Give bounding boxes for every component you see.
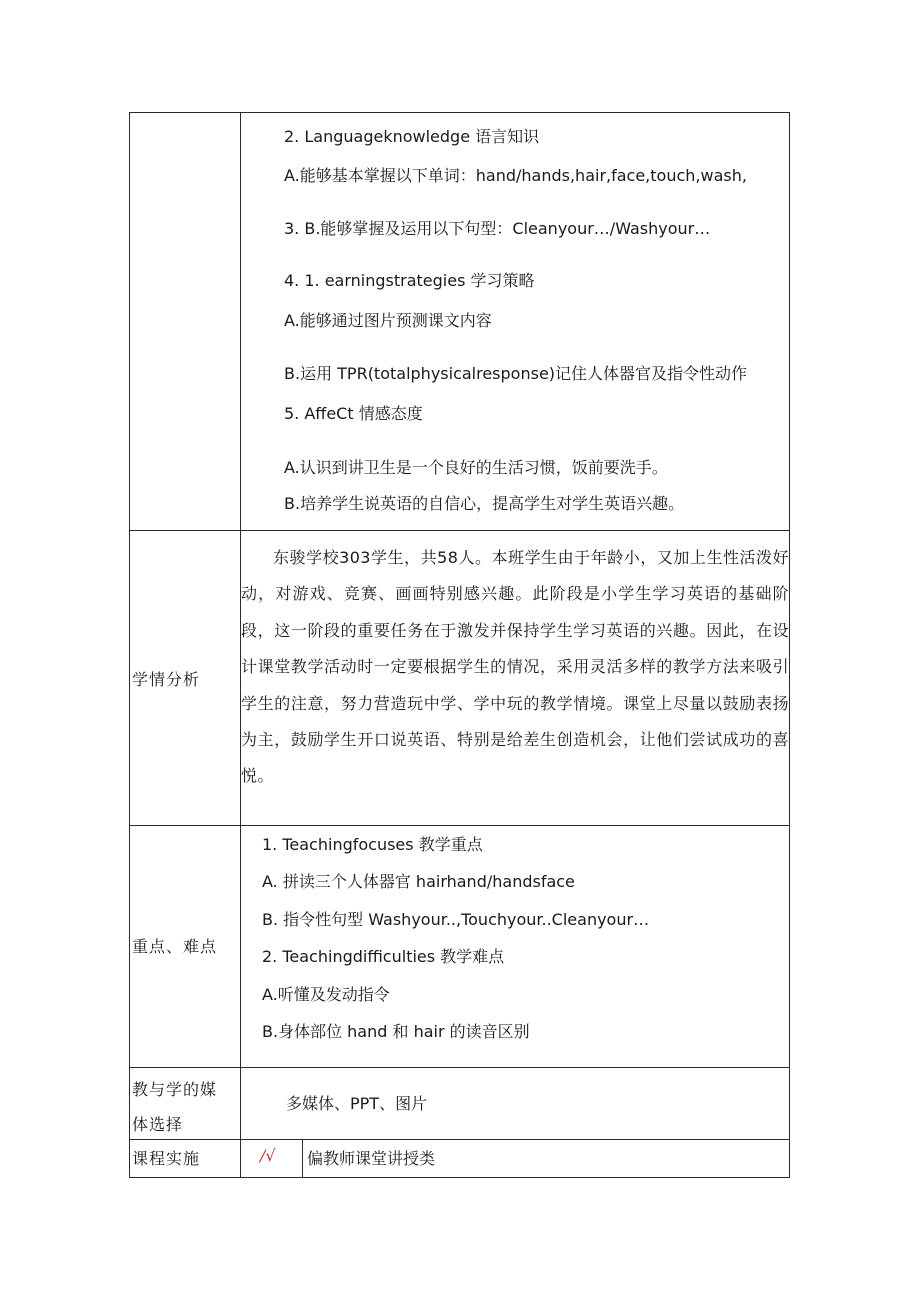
objective-affect: 5. AffeCt 情感态度 (284, 404, 423, 423)
objective-words: A.能够基本掌握以下单词：hand/hands,hair,face,touch,wash, (284, 166, 747, 185)
check-mark-icon: /√ (260, 1146, 276, 1165)
teaching-difficulties: 2. Teachingdifficulties 教学难点 (262, 947, 505, 966)
table-left-border (129, 112, 130, 1178)
media-label-line1: 教与学的媒 (132, 1080, 218, 1099)
media-value: 多媒体、PPT、图片 (286, 1094, 428, 1113)
objective-hygiene: A.认识到讲卫生是一个良好的生活习惯，饭前要洗手。 (284, 458, 668, 477)
objective-confidence: B.培养学生说英语的自信心，提高学生对学生英语兴趣。 (284, 494, 685, 513)
difficulty-item-b: B.身体部位 hand 和 hair 的读音区别 (262, 1022, 530, 1041)
key-points-label: 重点、难点 (132, 937, 218, 956)
media-label-line2: 体选择 (132, 1115, 184, 1134)
row-divider (129, 1139, 790, 1140)
implementation-value: 偏教师课堂讲授类 (307, 1149, 436, 1168)
sub-column-divider (302, 1139, 303, 1177)
table-right-border (789, 112, 790, 1178)
row-divider (129, 1067, 790, 1068)
focus-item-a: A. 拼读三个人体器官 hairhand/handsface (262, 872, 575, 891)
implementation-label: 课程实施 (132, 1149, 201, 1168)
objective-learning-strategies: 4. 1. earningstrategies 学习策略 (284, 271, 535, 290)
objective-language-knowledge: 2. Languageknowledge 语言知识 (284, 127, 540, 146)
student-analysis-text: 东骏学校303学生，共58人。本班学生由于年龄小，又加上生性活泼好动，对游戏、竞赛、画画特别感兴趣。此阶段是小学生学习英语的基础阶段，这一阶段的重要任务在于激发并保持学生学习英语的兴趣。因此，在设计课堂教学活动时一定要根据学生的情况，采用灵活多样的教学方法来吸引学生的注意，努力营造玩中学、学中玩的教学情境。课堂上尽量以鼓励表扬为主，鼓励学生开口说英语、特别是给差生创造机会，让他们尝试成功的喜悦。 (241, 548, 789, 786)
objective-sentences: 3. B.能够掌握及运用以下句型：Cleanyour…/Washyour… (284, 219, 711, 238)
focus-item-b: B. 指令性句型 Washyour..,Touchyour..Cleanyour… (262, 910, 650, 929)
teaching-focuses: 1. Teachingfocuses 教学重点 (262, 835, 483, 854)
row-divider (129, 825, 790, 826)
objective-tpr: B.运用 TPR(totalphysicalresponse)记住人体器官及指令性动作 (284, 364, 748, 383)
row-divider (129, 530, 790, 531)
objective-predict: A.能够通过图片预测课文内容 (284, 311, 492, 330)
student-analysis-label: 学情分析 (132, 670, 201, 689)
difficulty-item-a: A.听懂及发动指令 (262, 985, 390, 1004)
table-bottom-border (129, 1177, 790, 1178)
table-top-border (129, 112, 790, 113)
